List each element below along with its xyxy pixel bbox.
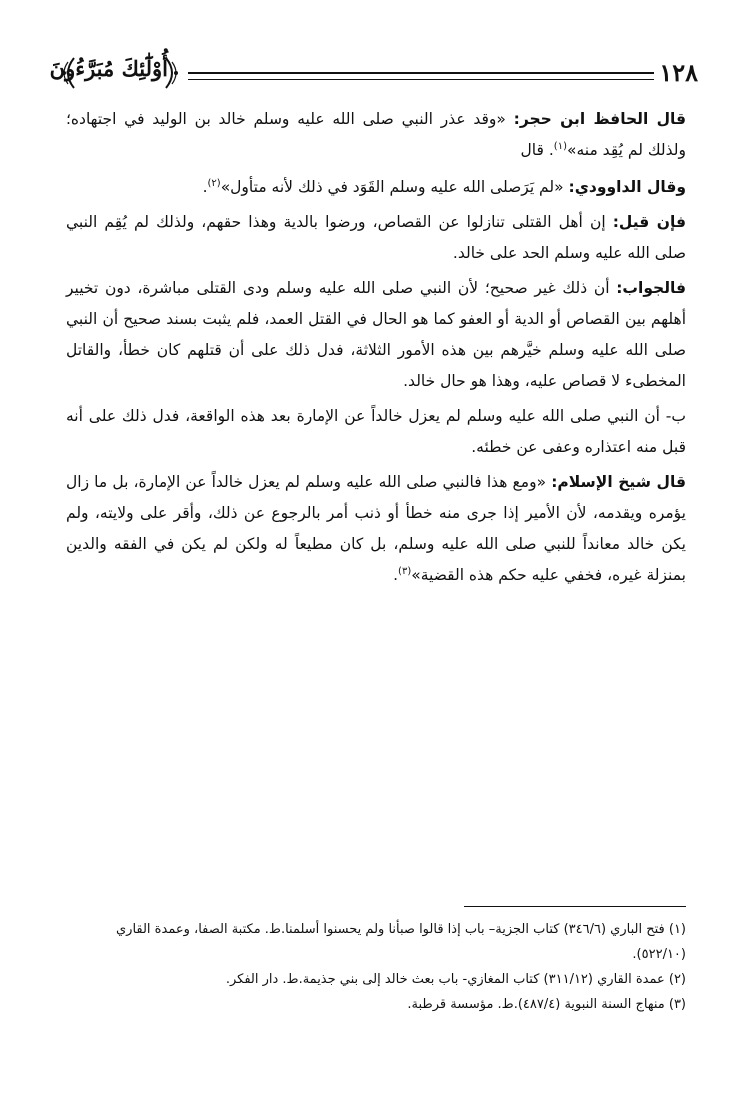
paragraph-text: إن أهل القتلى تنازلوا عن القصاص، ورضوا بالدية وهذا حقهم، ولذلك لم يُقِم النبي صلى الله عليه وسلم الحد على خالد. xyxy=(66,213,686,262)
header-rule xyxy=(188,72,654,80)
paragraph-text: ب- أن النبي صلى الله عليه وسلم لم يعزل خالداً عن الإمارة بعد هذه الواقعة، فدل ذلك على أنه قبل منه اعتذاره وعفى عن خطئه. xyxy=(66,407,686,456)
footnote-separator xyxy=(464,906,686,907)
footnote: (٣) منهاج السنة النبوية (٤٨٧/٤).ط. مؤسسة قرطبة. xyxy=(407,997,686,1012)
footnote-ref: (١) xyxy=(553,140,567,152)
footnote: (١) فتح الباري (٣٤٦/٦) كتاب الجزية– باب إذا قالوا صبأنا ولم يحسنوا أسلمنا.ط. مكتبة الصفا، وعمدة القاري (٥٢٢/١٠). xyxy=(115,922,686,962)
paragraph xyxy=(66,467,686,591)
footnote: (٢) عمدة القاري (٣١١/١٢) كتاب المغازي- باب بعث خالد إلى بني جذيمة.ط. دار الفكر. xyxy=(225,972,686,987)
paragraph-label: وقال الداوودي: xyxy=(568,178,686,196)
paragraph-text: «وقد عذر النبي صلى الله عليه وسلم خالد بن الوليد في اجتهاده؛ ولذلك لم يُقِد منه» xyxy=(66,110,686,159)
paragraph-tail: . xyxy=(393,566,399,584)
paragraph-tail: . قال xyxy=(520,141,554,159)
paragraph xyxy=(66,104,686,166)
paragraph-label: فالجواب: xyxy=(616,279,686,297)
paragraph-text: أن ذلك غير صحيح؛ لأن النبي صلى الله عليه وسلم ودى القتلى مباشرة، دون تخيير أهلهم بين القصاص أو الدية أو العفو كما هو الحال في القتل العمد، فلم يثبت بسند صحيح أن النبي صلى الله عليه وسلم خيَّرهم بين هذه الأمور الثلاثة، فدل ذلك على أن قتلهم كان خطأ، والقاتل المخطىء لا قصاص عليه، وهذا هو حال خالد. xyxy=(66,279,686,390)
page-header xyxy=(49,52,698,98)
running-title-frame xyxy=(49,52,182,94)
paragraph xyxy=(66,401,686,463)
paragraph-label: قال شيخ الإسلام: xyxy=(551,473,686,491)
paragraph-label: قال الحافظ ابن حجر: xyxy=(513,110,686,128)
running-title: أُوْلَٰٓئِكَ مُبَرَّءُونَ xyxy=(49,56,168,81)
footnotes xyxy=(66,917,686,1017)
paragraph xyxy=(66,273,686,397)
paragraph-label: فإن قيل: xyxy=(612,213,687,231)
footnote-ref: (٢) xyxy=(207,177,221,189)
paragraph xyxy=(66,172,686,203)
paragraph-tail: . xyxy=(202,178,208,196)
page-number: ١٢٨ xyxy=(659,58,698,87)
main-text xyxy=(66,104,686,595)
paragraph-text: «ومع هذا فالنبي صلى الله عليه وسلم لم يعزل خالداً عن الإمارة، بل ما زال يؤمره ويقدمه، لأن الأمير إذا جرى منه خطأ أو ذنب أمر بالرجوع عن ذلك، وأقر على ولايته، ولم يكن خالد معانداً للنبي صلى الله عليه وسلم، بل كان مطيعاً له ولكن لم يكن في الفقه والدين بمنزلة غيره، فخفي عليه حكم هذه القضية» xyxy=(66,473,686,584)
paragraph-text: «لم يَرَصلى الله عليه وسلم القَوَد في ذلك لأنه متأول» xyxy=(220,178,569,196)
footnote-ref: (٣) xyxy=(398,565,412,577)
paragraph xyxy=(66,207,686,269)
